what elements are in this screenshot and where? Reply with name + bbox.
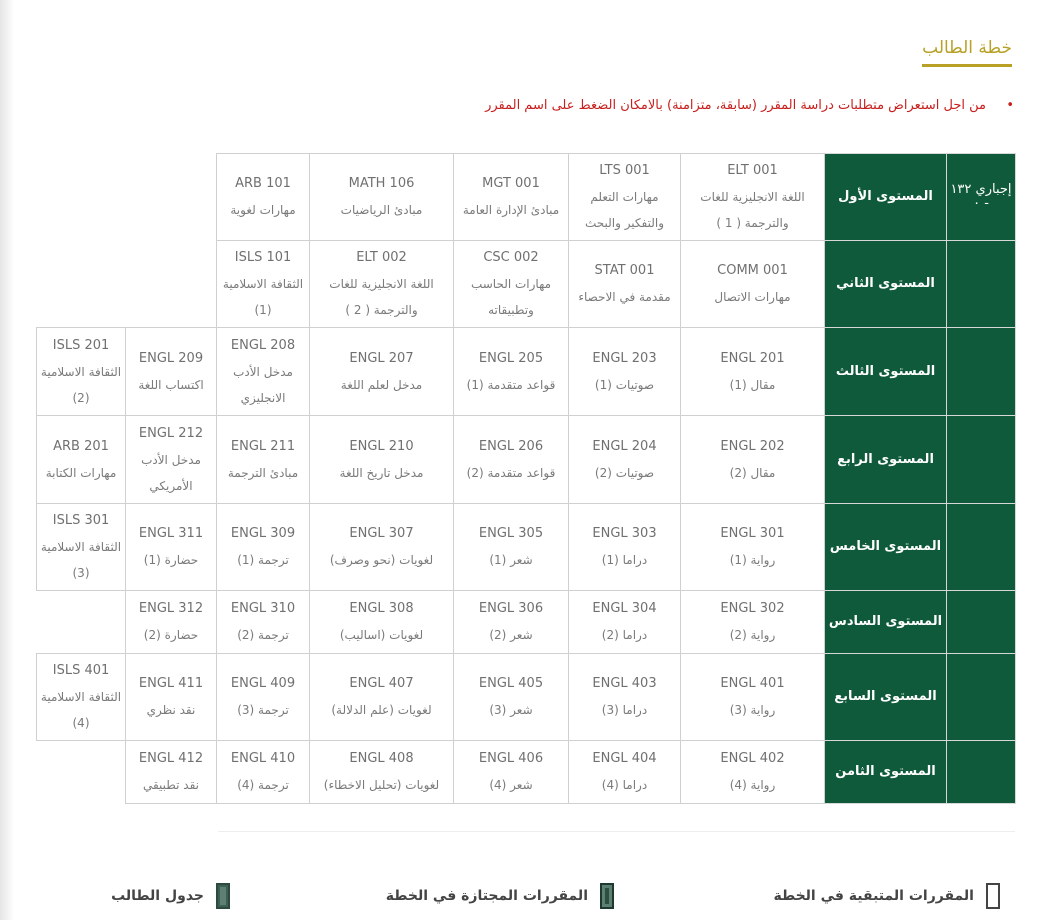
course-code[interactable]: ENGL 310 — [230, 601, 296, 616]
course-code[interactable]: ENGL 401 — [720, 676, 785, 691]
category-cell-blank — [947, 591, 1016, 654]
course-code[interactable]: ENGL 306 — [478, 601, 544, 616]
course-name[interactable]: دراما (4) — [601, 778, 648, 792]
course-code[interactable]: ENGL 305 — [478, 526, 544, 541]
course-name[interactable]: مدخل الأدب الأمريكي — [141, 452, 201, 493]
course-cell[interactable] — [454, 241, 569, 328]
legend-swatch-remaining — [986, 883, 1000, 909]
legend-remaining — [773, 879, 1000, 913]
course-cell[interactable] — [569, 654, 681, 741]
legend-label-passed: المقررات المجتازة في الخطة — [385, 888, 588, 904]
level-cell — [825, 154, 947, 241]
course-cell[interactable] — [310, 241, 454, 328]
course-cell[interactable] — [681, 741, 825, 804]
course-name[interactable]: نقد نظري — [146, 703, 196, 717]
course-code[interactable]: ELT 002 — [356, 250, 407, 265]
plan-row — [37, 504, 1016, 591]
course-name[interactable]: نقد تطبيقي — [142, 778, 200, 792]
course-cell[interactable] — [37, 416, 126, 504]
course-code[interactable]: ENGL 404 — [592, 751, 657, 766]
plan-row — [37, 154, 1016, 241]
course-cell[interactable] — [126, 654, 217, 741]
course-cell[interactable] — [217, 241, 310, 328]
course-cell[interactable] — [217, 741, 310, 804]
course-code[interactable]: ENGL 307 — [349, 526, 414, 541]
empty-course-slot — [37, 241, 126, 328]
course-cell[interactable] — [37, 504, 126, 591]
course-code[interactable]: CSC 002 — [483, 250, 539, 265]
course-code[interactable]: ENGL 412 — [138, 751, 204, 766]
course-code[interactable]: LTS 001 — [599, 163, 650, 178]
course-cell[interactable] — [569, 241, 681, 328]
course-code[interactable]: ISLS 201 — [52, 337, 110, 353]
empty-course-slot — [126, 154, 217, 241]
course-name[interactable]: مقال (2) — [729, 465, 776, 480]
course-code[interactable]: ELT 001 — [727, 163, 778, 178]
course-cell[interactable] — [569, 328, 681, 416]
course-cell[interactable] — [681, 328, 825, 416]
plan-row — [37, 654, 1016, 741]
note-bullet: • — [1006, 98, 1014, 113]
level-label: المستوى الأول — [838, 189, 933, 204]
empty-course-slot — [37, 591, 126, 654]
plan-row — [37, 416, 1016, 504]
course-name[interactable]: حضارة (1) — [143, 553, 199, 567]
course-cell[interactable] — [126, 416, 217, 504]
course-name[interactable]: مهارات لغوية — [230, 203, 296, 217]
course-code[interactable]: ENGL 407 — [349, 676, 414, 691]
level-label: المستوى الثالث — [835, 363, 936, 379]
empty-course-slot — [37, 741, 126, 804]
course-name[interactable]: لغويات (اساليب) — [339, 628, 424, 642]
page-title: خطة الطالب — [922, 38, 1012, 67]
level-label: المستوى الخامس — [829, 539, 942, 554]
course-code[interactable]: ENGL 203 — [592, 350, 657, 366]
course-name[interactable]: ترجمة (1) — [237, 553, 289, 567]
course-name[interactable]: حضارة (2) — [143, 628, 199, 642]
course-cell[interactable] — [454, 504, 569, 591]
course-name[interactable]: لغويات (تحليل الاخطاء) — [323, 778, 440, 792]
course-cell[interactable] — [569, 591, 681, 654]
course-code[interactable]: ENGL 202 — [720, 438, 785, 454]
plan-row — [37, 328, 1016, 416]
course-cell[interactable] — [310, 654, 454, 741]
course-name[interactable]: دراما (1) — [601, 553, 648, 567]
plan-row — [37, 591, 1016, 654]
course-name[interactable]: رواية (3) — [729, 703, 776, 717]
course-code[interactable]: ISLS 101 — [234, 250, 292, 265]
course-code[interactable]: ENGL 208 — [230, 337, 296, 353]
course-code[interactable]: ENGL 408 — [349, 751, 414, 766]
course-code[interactable]: ENGL 211 — [230, 438, 296, 454]
course-cell[interactable] — [454, 416, 569, 504]
course-cell[interactable] — [454, 328, 569, 416]
course-code[interactable]: ENGL 212 — [138, 425, 204, 441]
course-name[interactable]: مقدمة في الاحصاء — [578, 290, 671, 304]
category-cell — [947, 154, 1016, 241]
course-name[interactable]: الثقافة الاسلامية (4) — [40, 690, 122, 730]
course-name[interactable]: شعر (4) — [489, 778, 533, 792]
course-code[interactable]: ARB 101 — [235, 176, 291, 191]
course-cell[interactable] — [681, 654, 825, 741]
course-code[interactable]: ENGL 209 — [138, 350, 204, 366]
course-code[interactable]: ENGL 302 — [720, 601, 785, 616]
course-code[interactable]: MATH 106 — [348, 176, 415, 191]
course-name[interactable]: لغويات (نحو وصرف) — [329, 553, 434, 567]
course-name[interactable]: رواية (1) — [729, 553, 776, 567]
course-name[interactable]: شعر (1) — [489, 553, 533, 567]
course-code[interactable]: ENGL 403 — [592, 676, 657, 691]
course-cell[interactable] — [126, 328, 217, 416]
course-cell[interactable] — [37, 654, 126, 741]
course-name[interactable]: دراما (2) — [601, 628, 648, 642]
course-code[interactable]: ENGL 207 — [349, 350, 414, 366]
instruction-note: من اجل استعراض متطلبات دراسة المقرر (سابقة، متزامنة) بالامكان الضغط على اسم المقرر — [485, 98, 986, 113]
course-code[interactable]: ENGL 409 — [230, 676, 296, 691]
course-code[interactable]: ENGL 311 — [138, 526, 204, 541]
course-name[interactable]: اللغة الانجليزية للغات والترجمة ( 1 ) — [700, 190, 805, 230]
course-name[interactable]: ترجمة (2) — [237, 628, 289, 642]
level-cell — [825, 591, 947, 654]
course-code[interactable]: ENGL 309 — [230, 526, 296, 541]
course-code[interactable]: ENGL 205 — [478, 350, 544, 366]
legend-swatch-passed — [600, 883, 614, 909]
course-name[interactable]: الثقافة الاسلامية (1) — [222, 277, 304, 317]
course-cell[interactable] — [681, 591, 825, 654]
course-code[interactable]: ENGL 204 — [592, 438, 657, 454]
course-cell[interactable] — [310, 328, 454, 416]
course-cell[interactable] — [310, 416, 454, 504]
course-name[interactable]: اكتساب اللغة — [138, 377, 204, 392]
level-cell — [825, 654, 947, 741]
course-name[interactable]: مهارات الاتصال — [714, 290, 791, 304]
course-cell[interactable] — [681, 154, 825, 241]
course-cell[interactable] — [310, 591, 454, 654]
level-label: المستوى السابع — [834, 689, 937, 704]
level-cell — [825, 328, 947, 416]
course-code[interactable]: STAT 001 — [594, 263, 655, 278]
legend-swatch-schedule — [216, 883, 230, 909]
course-code[interactable]: ARB 201 — [53, 438, 109, 454]
legend-label-remaining: المقررات المتبقية في الخطة — [773, 888, 974, 904]
course-name[interactable]: اللغة الانجليزية للغات والترجمة ( 2 ) — [329, 277, 434, 317]
course-code[interactable]: ENGL 304 — [592, 601, 657, 616]
course-name[interactable]: مدخل لعلم اللغة — [340, 377, 423, 392]
course-code[interactable]: ENGL 301 — [720, 526, 785, 541]
category-label: إجباري ١٣٢ - ٠ — [950, 182, 1012, 211]
course-name[interactable]: لغويات (علم الدلالة) — [331, 703, 432, 717]
category-cell-blank — [947, 504, 1016, 591]
course-cell[interactable] — [681, 504, 825, 591]
course-cell[interactable] — [217, 654, 310, 741]
course-name[interactable]: قواعد متقدمة (1) — [466, 377, 556, 392]
course-name[interactable]: مدخل الأدب الانجليزي — [233, 364, 293, 405]
course-code[interactable]: ENGL 308 — [349, 601, 414, 616]
course-name[interactable]: مهارات التعلم والتفكير والبحث — [584, 190, 665, 230]
course-cell[interactable] — [126, 741, 217, 804]
course-name[interactable]: قواعد متقدمة (2) — [466, 465, 556, 480]
course-name[interactable]: صوتيات (2) — [594, 465, 655, 480]
course-name[interactable]: مهارات الكتابة — [45, 465, 117, 480]
legend-passed — [386, 879, 614, 913]
course-cell[interactable] — [126, 504, 217, 591]
course-cell[interactable] — [454, 591, 569, 654]
section-divider — [218, 831, 1015, 832]
course-cell[interactable] — [569, 416, 681, 504]
course-name[interactable]: رواية (2) — [729, 628, 776, 642]
course-code[interactable]: COMM 001 — [717, 263, 788, 278]
course-code[interactable]: ENGL 410 — [230, 751, 296, 766]
course-cell[interactable] — [681, 241, 825, 328]
level-cell — [825, 416, 947, 504]
course-cell[interactable] — [126, 591, 217, 654]
course-cell[interactable] — [217, 154, 310, 241]
course-code[interactable]: ENGL 312 — [138, 601, 204, 616]
course-name[interactable]: دراما (3) — [601, 703, 648, 717]
course-code[interactable]: ENGL 201 — [720, 350, 785, 366]
course-cell[interactable] — [569, 504, 681, 591]
course-code[interactable]: ENGL 411 — [138, 676, 204, 691]
course-cell[interactable] — [217, 591, 310, 654]
course-name[interactable]: الثقافة الاسلامية (3) — [40, 540, 122, 580]
level-label: المستوى السادس — [828, 614, 943, 629]
course-cell[interactable] — [454, 154, 569, 241]
plan-row — [37, 241, 1016, 328]
legend-label-schedule: جدول الطالب — [111, 888, 204, 904]
category-cell-blank — [947, 741, 1016, 804]
level-cell — [825, 504, 947, 591]
course-code[interactable]: ENGL 402 — [720, 751, 785, 766]
course-name[interactable]: رواية (4) — [729, 778, 776, 792]
level-cell — [825, 241, 947, 328]
page-left-shadow — [0, 0, 14, 920]
empty-course-slot — [126, 241, 217, 328]
course-cell[interactable] — [217, 416, 310, 504]
course-name[interactable]: مبادئ الإدارة العامة — [462, 203, 560, 217]
course-cell[interactable] — [310, 741, 454, 804]
course-code[interactable]: ENGL 406 — [478, 751, 544, 766]
course-cell[interactable] — [454, 654, 569, 741]
student-plan-table — [36, 153, 1016, 804]
plan-table-body — [37, 154, 1016, 804]
course-name[interactable]: مقال (1) — [729, 377, 776, 392]
course-name[interactable]: شعر (3) — [489, 703, 533, 717]
course-name[interactable]: مدخل تاريخ اللغة — [339, 465, 424, 480]
course-cell[interactable] — [217, 504, 310, 591]
category-cell-blank — [947, 416, 1016, 504]
course-name[interactable]: الثقافة الاسلامية (2) — [40, 364, 122, 405]
course-code[interactable]: MGT 001 — [482, 176, 540, 191]
course-cell[interactable] — [310, 504, 454, 591]
course-cell[interactable] — [217, 328, 310, 416]
category-cell-blank — [947, 654, 1016, 741]
course-code[interactable]: ENGL 210 — [349, 438, 414, 454]
course-cell[interactable] — [454, 741, 569, 804]
category-cell-blank — [947, 241, 1016, 328]
legend-schedule[interactable] — [111, 879, 230, 913]
level-label: المستوى الثامن — [835, 764, 936, 779]
course-name[interactable]: صوتيات (1) — [594, 377, 655, 392]
course-code[interactable]: ENGL 405 — [478, 676, 544, 691]
plan-row — [37, 741, 1016, 804]
course-cell[interactable] — [569, 154, 681, 241]
course-name[interactable]: شعر (2) — [489, 628, 533, 642]
course-name[interactable]: ترجمة (3) — [237, 703, 289, 717]
course-code[interactable]: ISLS 301 — [52, 513, 110, 528]
course-name[interactable]: ترجمة (4) — [237, 778, 289, 792]
course-code[interactable]: ISLS 401 — [52, 663, 110, 678]
level-label: المستوى الثاني — [836, 276, 935, 291]
course-name[interactable]: مهارات الحاسب وتطبيقاته — [470, 277, 552, 317]
course-code[interactable]: ENGL 206 — [478, 438, 544, 454]
empty-course-slot — [37, 154, 126, 241]
level-cell — [825, 741, 947, 804]
level-label: المستوى الرابع — [837, 451, 934, 467]
course-name[interactable]: مبادئ الرياضيات — [340, 203, 423, 217]
course-name[interactable]: مبادئ الترجمة — [227, 465, 299, 480]
course-cell[interactable] — [310, 154, 454, 241]
course-cell[interactable] — [681, 416, 825, 504]
course-cell[interactable] — [37, 328, 126, 416]
category-cell-blank — [947, 328, 1016, 416]
course-code[interactable]: ENGL 303 — [592, 526, 657, 541]
course-cell[interactable] — [569, 741, 681, 804]
